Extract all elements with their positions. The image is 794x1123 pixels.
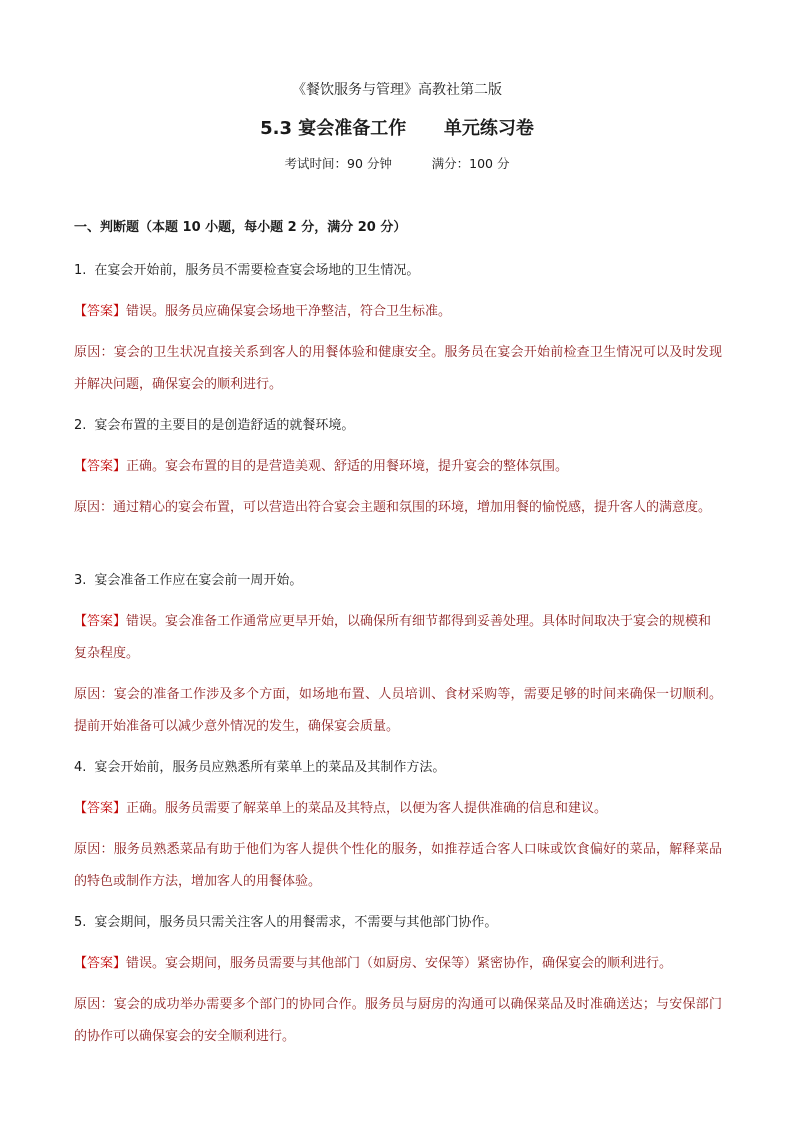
- question-number: 2.: [74, 418, 87, 433]
- question-number: 1.: [74, 263, 87, 278]
- question-text: 宴会准备工作应在宴会前一周开始。: [94, 573, 303, 588]
- reason-label: 原因：: [74, 842, 114, 857]
- reason-label: 原因：: [74, 997, 114, 1012]
- exam-info: [0, 155, 794, 173]
- question-number: 3.: [74, 573, 87, 588]
- answer-3: [74, 606, 722, 670]
- reason-label: 原因：: [74, 687, 114, 702]
- reason-text: 宴会的卫生状况直接关系到客人的用餐体验和健康安全。服务员在宴会开始前检查卫生情况可以及时发现并解决问题，确保宴会的顺利进行。: [74, 345, 722, 392]
- answer-text: 正确。服务员需要了解菜单上的菜品及其特点，以便为客人提供准确的信息和建议。: [126, 801, 608, 816]
- answer-5: [74, 948, 722, 980]
- question-3: [74, 565, 722, 597]
- answer-4: [74, 793, 722, 825]
- reason-text: 宴会的成功举办需要多个部门的协同合作。服务员与厨房的沟通可以确保菜品及时准确送达；与安保部门的协作可以确保宴会的安全顺利进行。: [74, 997, 722, 1044]
- question-5: [74, 907, 722, 939]
- answer-text: 错误。宴会准备工作通常应更早开始，以确保所有细节都得到妥善处理。具体时间取决于宴会的规模和复杂程度。: [74, 614, 712, 661]
- answer-tag: 【答案】: [74, 956, 127, 971]
- question-2: [74, 410, 722, 442]
- reason-2: [74, 492, 722, 524]
- reason-1: [74, 337, 722, 401]
- answer-tag: 【答案】: [74, 304, 127, 319]
- exam-time: 考试时间：90 分钟: [284, 156, 392, 171]
- reason-label: 原因：: [74, 500, 114, 515]
- reason-text: 宴会的准备工作涉及多个方面，如场地布置、人员培训、食材采购等，需要足够的时间来确保一切顺利。提前开始准备可以减少意外情况的发生，确保宴会质量。: [74, 687, 722, 734]
- question-text: 宴会期间，服务员只需关注客人的用餐需求，不需要与其他部门协作。: [94, 915, 498, 930]
- question-text: 宴会开始前，服务员应熟悉所有菜单上的菜品及其制作方法。: [94, 760, 446, 775]
- question-1: [74, 255, 722, 287]
- reason-label: 原因：: [74, 345, 114, 360]
- section-heading: 一、判断题（本题 10 小题，每小题 2 分，满分 20 分）: [74, 220, 407, 235]
- question-number: 5.: [74, 915, 87, 930]
- answer-tag: 【答案】: [74, 801, 127, 816]
- question-text: 在宴会开始前，服务员不需要检查宴会场地的卫生情况。: [94, 263, 420, 278]
- answer-tag: 【答案】: [74, 614, 127, 629]
- answer-text: 错误。宴会期间，服务员需要与其他部门（如厨房、安保等）紧密协作，确保宴会的顺利进行。: [126, 956, 673, 971]
- full-score: 满分：100 分: [431, 156, 510, 171]
- reason-4: [74, 834, 722, 898]
- reason-3: [74, 679, 722, 743]
- reason-text: 服务员熟悉菜品有助于他们为客人提供个性化的服务，如推荐适合客人口味或饮食偏好的菜品，解释菜品的特色或制作方法，增加客人的用餐体验。: [74, 842, 722, 889]
- book-title: 《餐饮服务与管理》高教社第二版: [292, 82, 502, 98]
- answer-2: [74, 451, 722, 483]
- answer-text: 正确。宴会布置的目的是营造美观、舒适的用餐环境，提升宴会的整体氛围。: [126, 459, 569, 474]
- answer-text: 错误。服务员应确保宴会场地干净整洁，符合卫生标准。: [126, 304, 452, 319]
- answer-tag: 【答案】: [74, 459, 127, 474]
- reason-5: [74, 989, 722, 1053]
- page-title: 5.3 宴会准备工作 单元练习卷: [260, 118, 534, 139]
- question-text: 宴会布置的主要目的是创造舒适的就餐环境。: [94, 418, 355, 433]
- question-4: [74, 752, 722, 784]
- reason-text: 通过精心的宴会布置，可以营造出符合宴会主题和氛围的环境，增加用餐的愉悦感，提升客人的满意度。: [113, 500, 712, 515]
- answer-1: [74, 296, 722, 328]
- question-number: 4.: [74, 760, 87, 775]
